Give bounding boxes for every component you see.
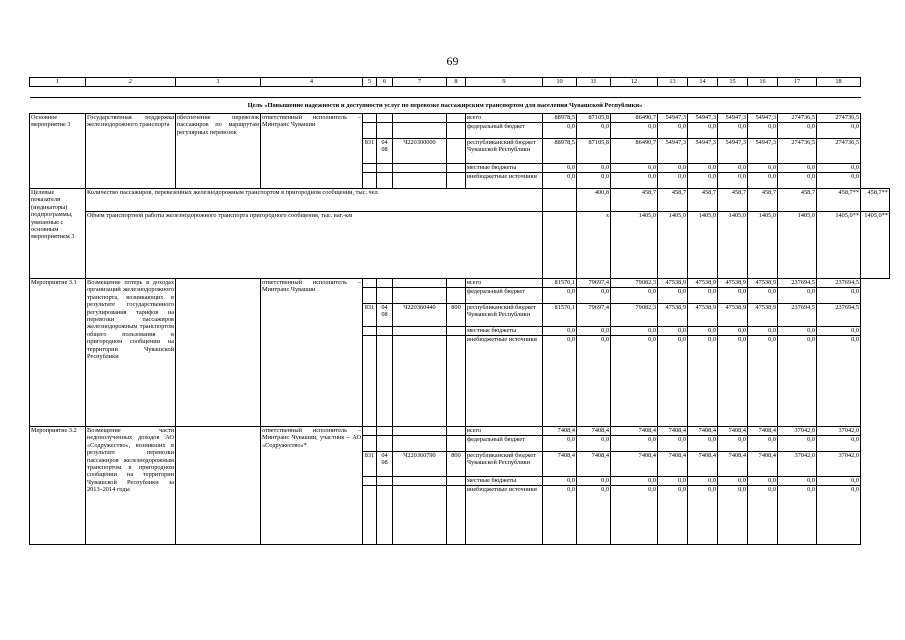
value-cell: 54947,3: [718, 114, 748, 123]
code-cell: [393, 114, 447, 123]
value-cell: 0,0: [688, 164, 718, 173]
section-code-cell: 04 08: [377, 304, 393, 327]
value-cell: 37042,0: [817, 452, 861, 477]
value-cell: 0,0: [688, 288, 718, 304]
value-cell: 37042,0: [817, 427, 861, 436]
value-cell: 0,0: [611, 436, 658, 452]
table-row: [30, 427, 890, 436]
gr-code-cell: 831: [363, 139, 377, 164]
value-cell: 7408,4: [611, 452, 658, 477]
value-cell: 0,0: [778, 288, 817, 304]
value-cell: 0,0: [611, 327, 658, 336]
funding-source-cell: всего: [466, 114, 543, 123]
spacer-cell: [30, 87, 861, 98]
column-number-cell: 5: [363, 78, 377, 87]
value-cell: 0,0: [577, 288, 611, 304]
value-cell: 0,0: [748, 327, 778, 336]
value-cell: 0,0: [748, 123, 778, 139]
value-cell: 0,0: [577, 164, 611, 173]
event-description-cell: Государственная поддержка железнодорожного транспорта: [86, 114, 176, 189]
value-cell: 0,0: [688, 327, 718, 336]
value-cell: 0,0: [611, 123, 658, 139]
value-cell: 0,0: [778, 123, 817, 139]
code-cell: [393, 164, 447, 173]
code-cell: [393, 477, 447, 486]
value-cell: 87105,8: [577, 139, 611, 164]
value-cell: 54947,3: [688, 114, 718, 123]
funding-source-cell: федеральный бюджет: [466, 436, 543, 452]
value-cell: 0,0: [611, 173, 658, 189]
value-cell: 87105,8: [577, 114, 611, 123]
code-cell: [377, 477, 393, 486]
value-cell: 0,0: [577, 477, 611, 486]
page-number: 69: [446, 54, 459, 68]
value-cell: 458,7: [611, 189, 658, 212]
value-cell: 47538,9: [718, 304, 748, 327]
value-cell: 54947,3: [748, 114, 778, 123]
section-code-cell: 04 08: [377, 452, 393, 477]
column-number-cell: 9: [466, 78, 543, 87]
goal-row: [30, 98, 890, 114]
funding-source-cell: республиканский бюджет Чувашской Республики: [466, 452, 543, 477]
value-cell: 0,0: [748, 477, 778, 486]
value-cell: 237694,5: [778, 304, 817, 327]
code-cell: [447, 288, 466, 304]
value-cell: 458,7: [718, 189, 748, 212]
value-cell: 0,0: [817, 173, 861, 189]
value-cell: 237694,5: [778, 279, 817, 288]
value-cell: 0,0: [748, 336, 778, 427]
code-cell: [363, 477, 377, 486]
target-code-cell: Ч220360440: [393, 304, 447, 327]
value-cell: 81570,1: [543, 304, 577, 327]
value-cell: 0,0: [718, 477, 748, 486]
column-number-cell: 8: [447, 78, 466, 87]
value-cell: 0,0: [817, 164, 861, 173]
code-cell: [393, 288, 447, 304]
code-cell: [393, 173, 447, 189]
code-cell: [447, 427, 466, 436]
funding-source-cell: республиканский бюджет Чувашской Республики: [466, 139, 543, 164]
value-cell: 79082,3: [611, 279, 658, 288]
value-cell: 37042,0: [778, 427, 817, 436]
event-description-cell: Возмещение потерь в доходах организаций железнодорожного транспорта, возникающих в результате государственного регулирования тарифов на перевозки пассажиров железнодорожным транспортом общего пользования в пригородном сообщении на территории Чувашской Республики: [86, 279, 176, 427]
value-cell: 0,0: [577, 336, 611, 427]
value-cell: 0,0: [658, 288, 688, 304]
indicator-empty-cell: [543, 189, 577, 212]
value-cell: 0,0: [611, 336, 658, 427]
value-cell: 86490,7: [611, 139, 658, 164]
value-cell: 54947,3: [658, 139, 688, 164]
value-cell: 0,0: [543, 477, 577, 486]
funding-source-cell: местные бюджеты: [466, 327, 543, 336]
event-executor-cell: ответственный исполнитель – Минтранс Чувашии, участник – АО «Содружество»*: [261, 427, 363, 545]
value-cell: 274736,5: [778, 139, 817, 164]
event-title-cell: Мероприятие 3.2: [30, 427, 86, 545]
indicator-text-cell: Объем транспортной работы железнодорожного транспорта пригородного сообщения, тыс. ваг.-км: [86, 212, 543, 279]
value-cell: 0,0: [611, 477, 658, 486]
value-cell: 7408,4: [748, 452, 778, 477]
value-cell: 0,0: [658, 486, 688, 545]
code-cell: [393, 279, 447, 288]
code-cell: [393, 436, 447, 452]
value-cell: 7408,4: [577, 452, 611, 477]
value-cell: 0,0: [577, 173, 611, 189]
value-cell: 0,0: [817, 327, 861, 336]
value-cell: 0,0: [748, 288, 778, 304]
table-row: [30, 114, 890, 123]
code-cell: [447, 164, 466, 173]
value-cell: 54947,3: [688, 139, 718, 164]
event-task-cell: [176, 279, 261, 427]
value-cell: 0,0: [718, 288, 748, 304]
code-cell: [377, 436, 393, 452]
value-cell: 237694,5: [817, 279, 861, 288]
value-cell: 0,0: [778, 173, 817, 189]
funding-source-cell: республиканский бюджет Чувашской Республики: [466, 304, 543, 327]
value-cell: 458,7: [778, 189, 817, 212]
value-cell: 1405,0: [778, 212, 817, 279]
code-cell: [377, 427, 393, 436]
value-cell: 0,0: [817, 336, 861, 427]
event-executor-cell: ответственный исполнитель – Минтранс Чувашии: [261, 114, 363, 189]
code-cell: [377, 173, 393, 189]
value-cell: 0,0: [688, 173, 718, 189]
value-cell: 458,7: [658, 189, 688, 212]
value-cell: 0,0: [577, 486, 611, 545]
event-title-cell: Основное мероприятие 3: [30, 114, 86, 189]
value-cell: 7408,4: [543, 452, 577, 477]
code-cell: [363, 173, 377, 189]
value-cell: 0,0: [577, 327, 611, 336]
column-number-cell: 17: [778, 78, 817, 87]
value-cell: 0,0: [817, 477, 861, 486]
expense-type-cell: 800: [447, 452, 466, 477]
value-cell: 458,7**: [817, 189, 861, 212]
code-cell: [393, 336, 447, 427]
code-cell: [363, 436, 377, 452]
value-cell: 0,0: [817, 486, 861, 545]
value-cell: 54947,3: [718, 139, 748, 164]
column-number-row: [30, 78, 890, 87]
value-cell: 0,0: [778, 327, 817, 336]
value-cell: 7408,4: [718, 452, 748, 477]
column-number-cell: 14: [688, 78, 718, 87]
spacer-row: [30, 87, 890, 98]
value-cell: 274736,5: [778, 114, 817, 123]
code-cell: [377, 486, 393, 545]
code-cell: [447, 477, 466, 486]
value-cell: 88978,5: [543, 139, 577, 164]
value-cell: 0,0: [577, 436, 611, 452]
funding-source-cell: внебюджетные источники: [466, 486, 543, 545]
value-cell: 0,0: [688, 123, 718, 139]
value-cell: 0,0: [543, 486, 577, 545]
code-cell: [363, 427, 377, 436]
value-cell: 7408,4: [658, 452, 688, 477]
value-cell: 0,0: [778, 486, 817, 545]
section-code-cell: 04 08: [377, 139, 393, 164]
value-cell: 0,0: [658, 123, 688, 139]
value-cell: 88978,5: [543, 114, 577, 123]
code-cell: [363, 114, 377, 123]
value-cell: 47538,9: [718, 279, 748, 288]
value-cell: 0,0: [658, 436, 688, 452]
value-cell: 0,0: [718, 164, 748, 173]
value-cell: 7408,4: [688, 452, 718, 477]
funding-source-cell: всего: [466, 427, 543, 436]
value-cell: 54947,3: [748, 139, 778, 164]
value-cell: 0,0: [577, 123, 611, 139]
value-cell: 0,0: [748, 486, 778, 545]
code-cell: [393, 427, 447, 436]
code-cell: [447, 486, 466, 545]
funding-source-cell: местные бюджеты: [466, 477, 543, 486]
code-cell: [393, 123, 447, 139]
funding-source-cell: внебюджетные источники: [466, 336, 543, 427]
value-cell: 458,7: [748, 189, 778, 212]
indicators-title-cell: Целевые показатели (индикаторы) подпрограммы, увязанные с основным мероприятием 3: [30, 189, 86, 279]
value-cell: 1405,0: [748, 212, 778, 279]
indicator-row: [30, 189, 890, 212]
code-cell: [377, 114, 393, 123]
value-cell: 7408,4: [658, 427, 688, 436]
value-cell: 0,0: [718, 327, 748, 336]
funding-source-cell: федеральный бюджет: [466, 288, 543, 304]
goal-heading: Цель «Повышение надежности и доступности услуг по перевозке пассажирским транспортом для населения Чувашской Республики»: [30, 98, 861, 114]
gr-code-cell: 831: [363, 304, 377, 327]
value-cell: 0,0: [718, 486, 748, 545]
value-cell: 7408,4: [577, 427, 611, 436]
code-cell: [377, 288, 393, 304]
value-cell: 274736,5: [817, 139, 861, 164]
value-cell: 237694,5: [817, 304, 861, 327]
column-number-cell: 16: [748, 78, 778, 87]
code-cell: [447, 123, 466, 139]
column-number-cell: 11: [577, 78, 611, 87]
code-cell: [377, 279, 393, 288]
code-cell: [447, 327, 466, 336]
value-cell: 1405,0: [688, 212, 718, 279]
value-cell: 1405,0: [718, 212, 748, 279]
indicator-empty-cell: [543, 212, 577, 279]
column-number-cell: 7: [393, 78, 447, 87]
event-task-cell: [176, 427, 261, 545]
value-cell: 47538,9: [688, 304, 718, 327]
target-code-cell: Ч220300000: [393, 139, 447, 164]
column-number-cell: 10: [543, 78, 577, 87]
value-cell: 1405,0**: [817, 212, 861, 279]
value-cell: 0,0: [543, 164, 577, 173]
code-cell: [447, 436, 466, 452]
value-cell: х: [577, 212, 611, 279]
code-cell: [447, 173, 466, 189]
value-cell: 0,0: [658, 336, 688, 427]
column-number-cell: 13: [658, 78, 688, 87]
value-cell: 0,0: [543, 436, 577, 452]
value-cell: 1405,0: [658, 212, 688, 279]
value-cell: 1405,0: [611, 212, 658, 279]
code-cell: [363, 288, 377, 304]
column-number-cell: 18: [817, 78, 861, 87]
target-code-cell: Ч220360790: [393, 452, 447, 477]
gr-code-cell: 831: [363, 452, 377, 477]
value-cell: 0,0: [718, 336, 748, 427]
funding-source-cell: федеральный бюджет: [466, 123, 543, 139]
value-cell: 0,0: [658, 173, 688, 189]
value-cell: 0,0: [817, 288, 861, 304]
code-cell: [377, 164, 393, 173]
column-number-cell: 6: [377, 78, 393, 87]
value-cell: 7408,4: [688, 427, 718, 436]
event-description-cell: Возмещение части недополученных доходов АО «Содружество», возникших в результате перевозки пассажиров железнодорожным транспортом в пригородном сообщении на территории Чувашской Республики за 2013–2014 годы: [86, 427, 176, 545]
indicator-text-cell: Количество пассажиров, перевезенных железнодорожным транспортом в пригородном сообщении, тыс. чел.: [86, 189, 543, 212]
value-cell: 0,0: [778, 477, 817, 486]
code-cell: [447, 279, 466, 288]
indicator-row: [30, 212, 890, 279]
value-cell: 0,0: [718, 436, 748, 452]
column-number-cell: 4: [261, 78, 363, 87]
value-cell: 0,0: [658, 327, 688, 336]
funding-source-cell: внебюджетные источники: [466, 173, 543, 189]
value-cell: 458,7: [688, 189, 718, 212]
value-cell: 0,0: [778, 436, 817, 452]
code-cell: [363, 279, 377, 288]
value-cell: 0,0: [543, 123, 577, 139]
code-cell: [377, 336, 393, 427]
value-cell: 7408,4: [748, 427, 778, 436]
code-cell: [377, 123, 393, 139]
value-cell: 7408,4: [718, 427, 748, 436]
value-cell: 0,0: [688, 486, 718, 545]
value-cell: 0,0: [688, 436, 718, 452]
value-cell: 0,0: [688, 336, 718, 427]
value-cell: 0,0: [778, 336, 817, 427]
value-cell: 0,0: [778, 164, 817, 173]
value-cell: 47538,9: [748, 279, 778, 288]
value-cell: 7408,4: [543, 427, 577, 436]
code-cell: [393, 327, 447, 336]
value-cell: 0,0: [543, 288, 577, 304]
event-title-cell: Мероприятие 3.1: [30, 279, 86, 427]
column-number-cell: 3: [176, 78, 261, 87]
code-cell: [447, 114, 466, 123]
column-number-cell: 2: [86, 78, 176, 87]
funding-source-cell: всего: [466, 279, 543, 288]
value-cell: 1405,0**: [861, 212, 890, 279]
expense-type-cell: [447, 139, 466, 164]
funding-source-cell: местные бюджеты: [466, 164, 543, 173]
value-cell: 0,0: [543, 173, 577, 189]
value-cell: 0,0: [543, 336, 577, 427]
value-cell: 274736,5: [817, 114, 861, 123]
code-cell: [363, 486, 377, 545]
value-cell: 0,0: [817, 123, 861, 139]
value-cell: 0,0: [543, 327, 577, 336]
value-cell: 400,8: [577, 189, 611, 212]
value-cell: 0,0: [611, 288, 658, 304]
value-cell: 7408,4: [611, 427, 658, 436]
value-cell: 0,0: [688, 477, 718, 486]
expense-type-cell: 800: [447, 304, 466, 327]
value-cell: 0,0: [611, 486, 658, 545]
code-cell: [447, 336, 466, 427]
table-row: [30, 279, 890, 288]
value-cell: 47538,9: [658, 304, 688, 327]
event-executor-cell: ответственный исполнитель – Минтранс Чувашии: [261, 279, 363, 427]
program-table: [29, 77, 890, 545]
value-cell: 47538,9: [688, 279, 718, 288]
value-cell: 0,0: [658, 477, 688, 486]
value-cell: 79697,4: [577, 279, 611, 288]
value-cell: 458,7**: [861, 189, 890, 212]
value-cell: 54947,3: [658, 114, 688, 123]
code-cell: [363, 164, 377, 173]
code-cell: [363, 123, 377, 139]
value-cell: 0,0: [718, 173, 748, 189]
code-cell: [363, 327, 377, 336]
value-cell: 79082,3: [611, 304, 658, 327]
value-cell: 86490,7: [611, 114, 658, 123]
code-cell: [393, 486, 447, 545]
value-cell: 37042,0: [778, 452, 817, 477]
value-cell: 0,0: [748, 173, 778, 189]
value-cell: 0,0: [748, 436, 778, 452]
value-cell: 0,0: [611, 164, 658, 173]
code-cell: [363, 336, 377, 427]
value-cell: 79697,4: [577, 304, 611, 327]
event-task-cell: обеспечение перевозок пассажиров по маршрутам регулярных перевозок: [176, 114, 261, 189]
value-cell: 47538,9: [748, 304, 778, 327]
value-cell: 0,0: [658, 164, 688, 173]
column-number-cell: 15: [718, 78, 748, 87]
column-number-cell: 1: [30, 78, 86, 87]
value-cell: 81570,1: [543, 279, 577, 288]
value-cell: 0,0: [817, 436, 861, 452]
value-cell: 0,0: [748, 164, 778, 173]
value-cell: 0,0: [718, 123, 748, 139]
value-cell: 47538,9: [658, 279, 688, 288]
column-number-cell: 12: [611, 78, 658, 87]
code-cell: [377, 327, 393, 336]
